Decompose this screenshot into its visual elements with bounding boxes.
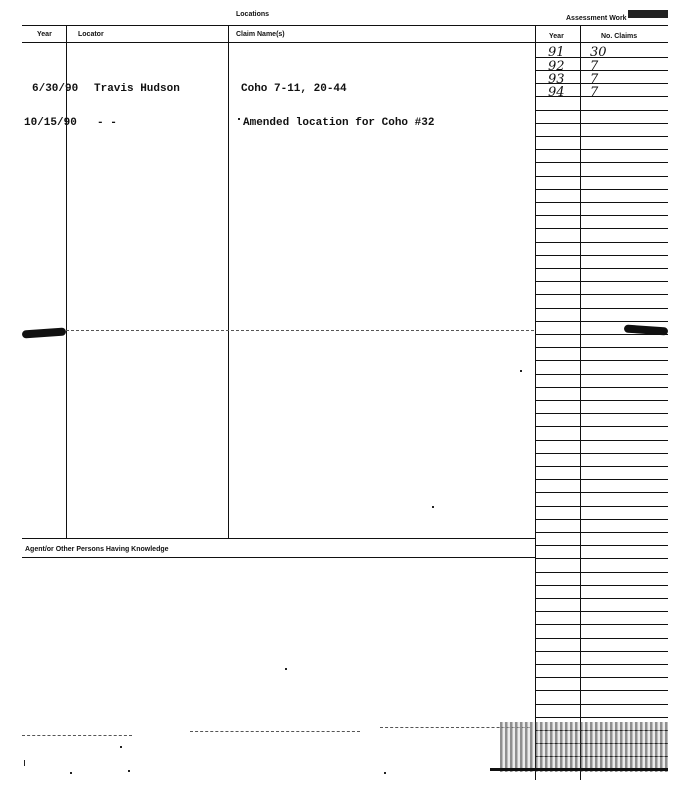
assessment-row-line xyxy=(535,413,668,414)
divider-assessment-year-count xyxy=(580,25,581,780)
assessment-row-line xyxy=(535,42,668,43)
assessment-row-line xyxy=(535,281,668,282)
speck xyxy=(520,370,522,372)
assessment-row-line xyxy=(535,360,668,361)
assessment-row-line xyxy=(535,519,668,520)
top-rule xyxy=(22,25,668,26)
entry-1-claims: Coho 7-11, 20-44 xyxy=(241,83,347,95)
left-ink-mark xyxy=(22,327,66,338)
bottom-artifact-line-2 xyxy=(190,731,360,732)
assessment-row-line xyxy=(535,426,668,427)
bottom-heavy-rule xyxy=(490,768,668,771)
assessment-row-line xyxy=(535,585,668,586)
assessment-row-line xyxy=(535,466,668,467)
assessment-row-line xyxy=(535,347,668,348)
assessment-row-line xyxy=(535,162,668,163)
divider-locator-claims xyxy=(228,25,229,538)
assessment-row-line xyxy=(535,255,668,256)
assessment-row-line xyxy=(535,268,668,269)
assessment-row-line xyxy=(535,532,668,533)
assessment-row-line xyxy=(535,136,668,137)
assessment-row-1-year: 91 xyxy=(548,45,565,60)
assessment-row-3-year: 93 xyxy=(548,72,565,87)
agent-underline xyxy=(22,557,536,558)
speck xyxy=(70,772,72,774)
assessment-row-line xyxy=(535,492,668,493)
assessment-work-heading: Assessment Work xyxy=(566,15,627,22)
entry-2-claims: Amended location for Coho #32 xyxy=(243,117,435,129)
locations-heading: Locations xyxy=(236,11,270,18)
assessment-row-line xyxy=(535,690,668,691)
assessment-row-line xyxy=(535,374,668,375)
assessment-row-line xyxy=(535,242,668,243)
assessment-row-line xyxy=(535,123,668,124)
assessment-row-line xyxy=(535,440,668,441)
assessment-row-line xyxy=(535,228,668,229)
assessment-row-line xyxy=(535,572,668,573)
entry-1-date: 6/30/90 xyxy=(32,83,79,95)
assessment-row-line xyxy=(535,598,668,599)
assessment-row-line xyxy=(535,506,668,507)
assessment-row-line xyxy=(535,638,668,639)
assessment-row-line xyxy=(535,651,668,652)
col-header-year: Year xyxy=(37,31,52,38)
assessment-row-line xyxy=(535,189,668,190)
assessment-row-line xyxy=(535,387,668,388)
assessment-row-4-claims: 7 xyxy=(590,85,599,100)
assessment-row-line xyxy=(535,149,668,150)
entry-2-date: 10/15/90 xyxy=(24,117,77,129)
divider-claims-assessment xyxy=(535,25,536,780)
assessment-row-4-year: 94 xyxy=(548,85,565,100)
assessment-row-line xyxy=(535,677,668,678)
speck xyxy=(120,746,122,748)
col-header-no-claims: No. Claims xyxy=(601,33,638,40)
assessment-row-line xyxy=(535,308,668,309)
speck xyxy=(24,760,25,766)
assessment-row-line xyxy=(535,215,668,216)
assessment-row-line xyxy=(535,479,668,480)
assessment-row-line xyxy=(535,545,668,546)
assessment-row-line xyxy=(535,110,668,111)
entry-1-locator: Travis Hudson xyxy=(94,83,180,95)
assessment-row-1-claims: 30 xyxy=(590,45,607,60)
entry-2-locator: - - xyxy=(97,117,117,129)
speck xyxy=(432,506,434,508)
header-underline-left xyxy=(22,42,536,43)
assessment-row-line xyxy=(535,664,668,665)
divider-year-locator xyxy=(66,25,67,538)
assessment-row-line xyxy=(535,400,668,401)
assessment-row-line xyxy=(535,294,668,295)
assessment-row-line xyxy=(535,704,668,705)
assessment-row-2-year: 92 xyxy=(548,59,565,74)
speck xyxy=(238,118,240,120)
assessment-row-line xyxy=(535,558,668,559)
col-header-locator: Locator xyxy=(78,31,104,38)
locations-bottom-rule xyxy=(22,538,536,539)
speck xyxy=(384,772,386,774)
assessment-row-line xyxy=(535,321,668,322)
bottom-artifact-line-1 xyxy=(22,735,132,736)
assessment-row-line xyxy=(535,453,668,454)
col-header-work-year: Year xyxy=(549,33,564,40)
col-header-claim-names: Claim Name(s) xyxy=(236,31,285,38)
assessment-row-line xyxy=(535,176,668,177)
speck xyxy=(128,770,130,772)
assessment-row-line xyxy=(535,611,668,612)
ink-smudge xyxy=(628,10,668,18)
scan-noise-block xyxy=(500,722,668,772)
assessment-row-line xyxy=(535,624,668,625)
fold-line xyxy=(66,330,534,331)
speck xyxy=(285,668,287,670)
agent-label: Agent/or Other Persons Having Knowledge xyxy=(25,546,169,553)
assessment-row-2-claims: 7 xyxy=(590,59,599,74)
assessment-row-line xyxy=(535,717,668,718)
assessment-row-line xyxy=(535,202,668,203)
assessment-row-3-claims: 7 xyxy=(590,72,599,87)
